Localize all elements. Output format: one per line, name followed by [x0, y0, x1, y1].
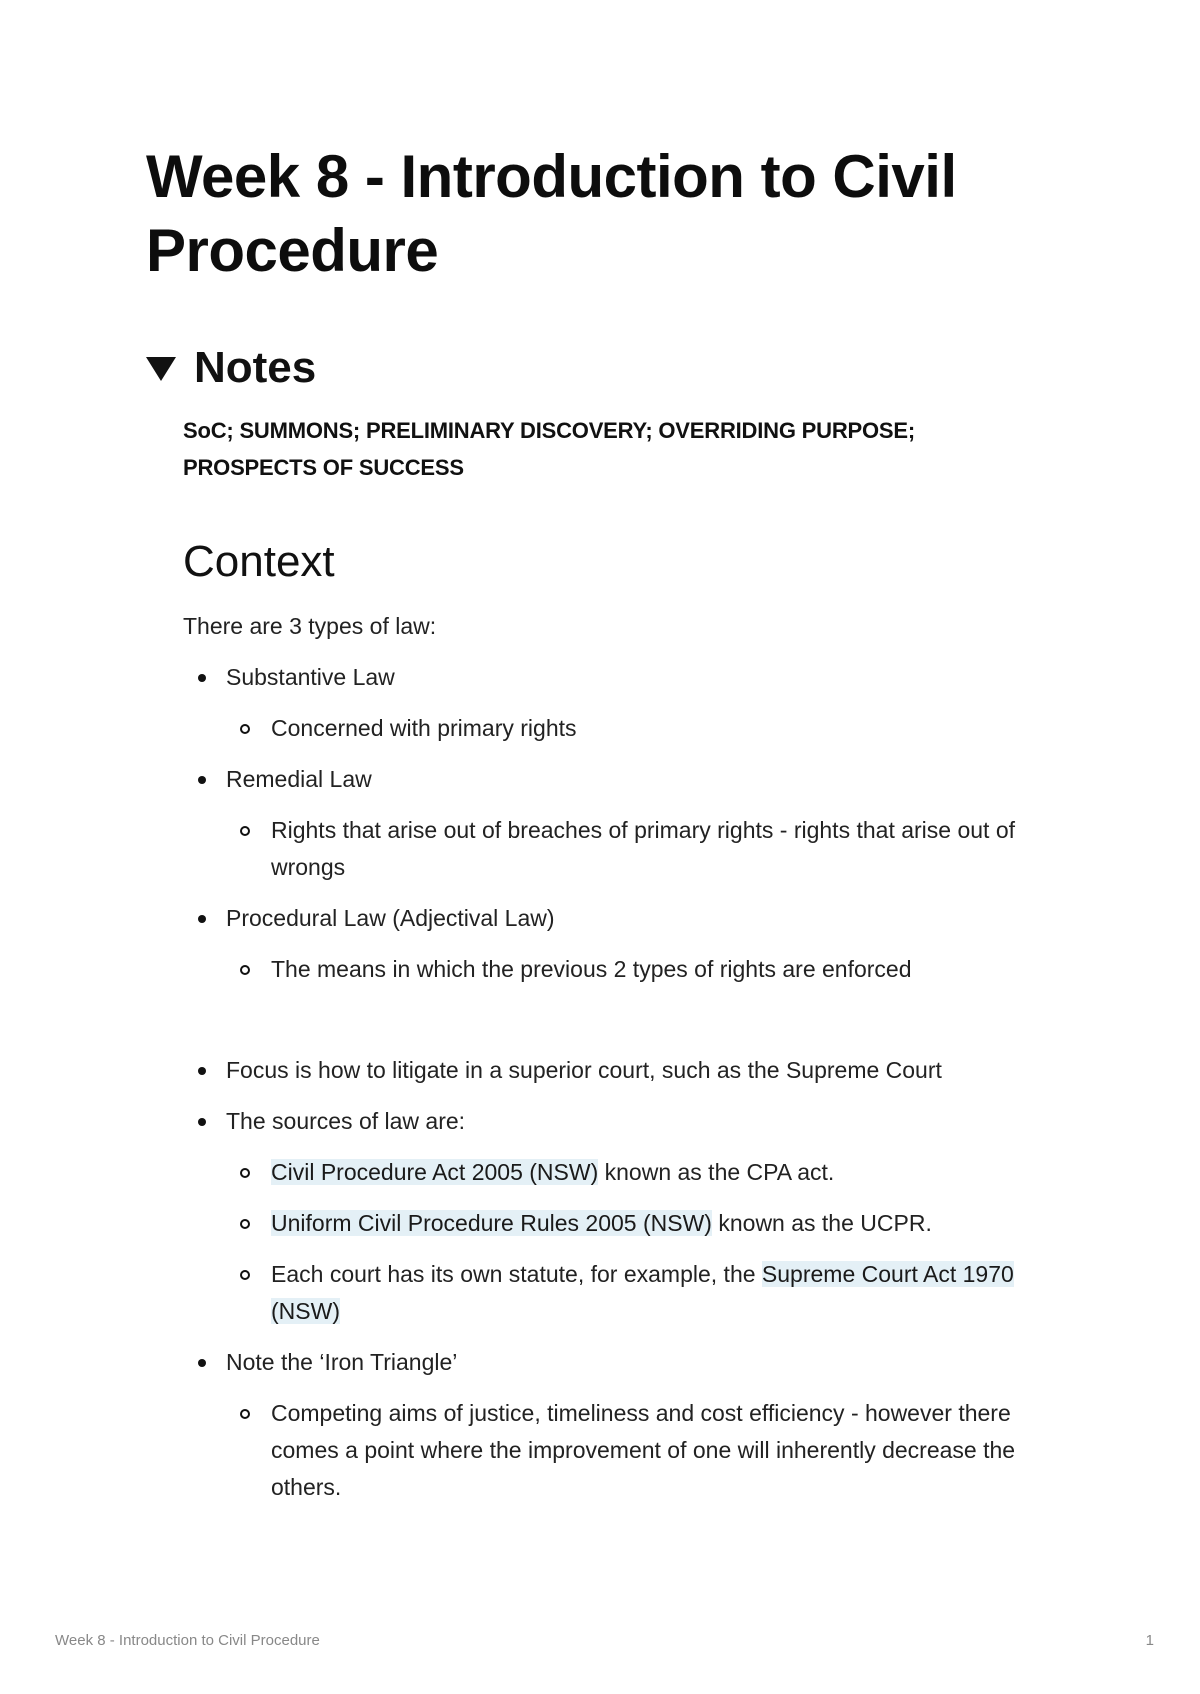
- law-type-label: Remedial Law: [226, 766, 372, 792]
- law-type-detail: Rights that arise out of breaches of primary rights - rights that arise out of wrongs: [271, 817, 1016, 880]
- bullet-icon: [198, 674, 206, 682]
- sub-list-item: [226, 1256, 1063, 1330]
- list-item: [183, 1052, 1063, 1089]
- list-item: [183, 900, 1063, 988]
- bullet-icon: [198, 1359, 206, 1367]
- source-prefix: Each court has its own statute, for example, the: [271, 1261, 762, 1287]
- sub-list-item: [226, 812, 1063, 886]
- sub-list-item: [226, 1395, 1063, 1506]
- ring-bullet-icon: [240, 724, 250, 734]
- toggle-label: Notes: [194, 343, 317, 392]
- notes-toggle[interactable]: [146, 338, 316, 398]
- list-item: [183, 1344, 1063, 1506]
- notes-content: [183, 412, 1063, 1506]
- sub-list-item: [226, 710, 1063, 747]
- law-type-label: Procedural Law (Adjectival Law): [226, 905, 555, 931]
- source-suffix: known as the UCPR.: [711, 1210, 932, 1236]
- statute-reference[interactable]: Civil Procedure Act 2005 (NSW): [271, 1159, 599, 1185]
- spacer: [183, 988, 1063, 1038]
- page-title: Week 8 - Introduction to Civil Procedure: [146, 143, 957, 284]
- bullet-icon: [198, 776, 206, 784]
- context-heading: Context: [183, 537, 335, 586]
- iron-triangle-text: Note the ‘Iron Triangle’: [226, 1349, 458, 1375]
- bullet-icon: [198, 1118, 206, 1126]
- list-item: [183, 761, 1063, 886]
- sources-intro: The sources of law are:: [226, 1108, 466, 1134]
- ring-bullet-icon: [240, 1168, 250, 1178]
- list-item: [183, 659, 1063, 747]
- list-item: [183, 1103, 1063, 1330]
- law-types-list: [183, 659, 1063, 988]
- law-type-detail: Concerned with primary rights: [271, 715, 577, 741]
- keywords-line-1: SoC; SUMMONS; PRELIMINARY DISCOVERY; OVERRIDING PURPOSE;: [183, 418, 915, 443]
- law-type-label: Substantive Law: [226, 664, 395, 690]
- statute-reference[interactable]: Supreme Court Act 1970 (NSW): [271, 1261, 1014, 1324]
- ring-bullet-icon: [240, 1409, 250, 1419]
- sources-list: [183, 1052, 1063, 1506]
- bullet-icon: [198, 915, 206, 923]
- sub-list-item: [226, 1205, 1063, 1242]
- bullet-icon: [198, 1067, 206, 1075]
- triangle-down-icon[interactable]: [146, 357, 176, 381]
- focus-text: Focus is how to litigate in a superior court, such as the Supreme Court: [226, 1057, 942, 1083]
- ring-bullet-icon: [240, 965, 250, 975]
- keywords-line-2: PROSPECTS OF SUCCESS: [183, 455, 464, 480]
- page-number: 1: [1145, 1632, 1154, 1649]
- intro-text: There are 3 types of law:: [183, 613, 437, 639]
- statute-reference[interactable]: Uniform Civil Procedure Rules 2005 (NSW): [271, 1210, 712, 1236]
- keywords: [183, 412, 1063, 486]
- ring-bullet-icon: [240, 826, 250, 836]
- ring-bullet-icon: [240, 1219, 250, 1229]
- sub-list-item: [226, 1154, 1063, 1191]
- source-suffix: known as the CPA act.: [598, 1159, 835, 1185]
- iron-triangle-detail: Competing aims of justice, timeliness and cost efficiency - however there comes a point where the improvement of one will inherently decrease the others.: [271, 1400, 1016, 1500]
- sub-list-item: [226, 951, 1063, 988]
- ring-bullet-icon: [240, 1270, 250, 1280]
- law-type-detail: The means in which the previous 2 types of rights are enforced: [271, 956, 912, 982]
- footer-title: Week 8 - Introduction to Civil Procedure: [55, 1632, 320, 1649]
